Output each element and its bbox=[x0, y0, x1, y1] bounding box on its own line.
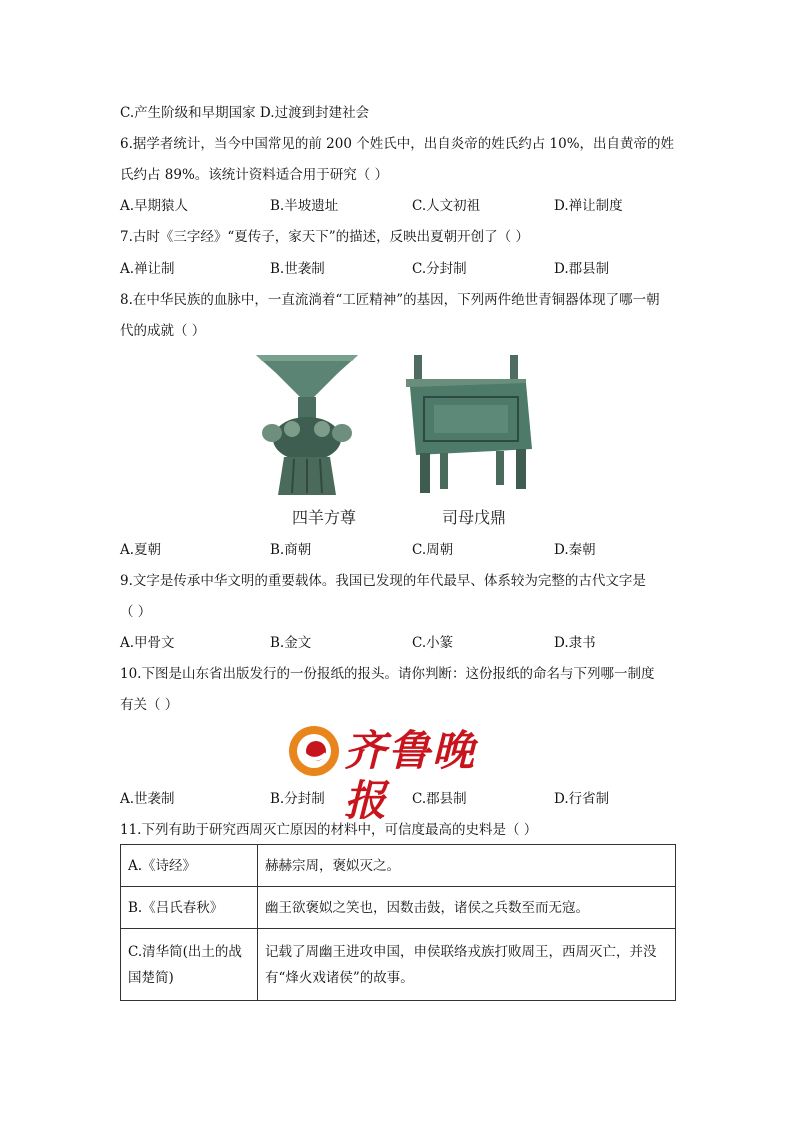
simuwu-ding-label: 司母戊鼎 bbox=[442, 508, 507, 527]
q10-option-c: C.郡县制 bbox=[412, 791, 467, 807]
q6-options bbox=[120, 197, 680, 215]
q7-option-c: C.分封制 bbox=[412, 261, 467, 277]
q9-option-d: D.隶书 bbox=[554, 635, 596, 651]
table-cell-content bbox=[258, 929, 676, 1001]
table-row bbox=[121, 845, 676, 887]
table-cell-content-line2: 有“烽火戏诸侯”的故事。 bbox=[265, 969, 414, 986]
q6-option-c: C.人文初祖 bbox=[412, 198, 481, 214]
four-goat-zun-image bbox=[256, 355, 358, 495]
q9-option-c: C.小篆 bbox=[412, 635, 454, 651]
q7-option-b: B.世袭制 bbox=[270, 261, 325, 277]
q9-stem-line1: 9.文字是传承中华文明的重要载体。我国已发现的年代最早、体系较为完整的古代文字是 bbox=[120, 573, 646, 589]
q7-options bbox=[120, 260, 680, 278]
q8-option-c: C.周朝 bbox=[412, 542, 454, 558]
q6-stem-line2: 氏约占 89%。该统计资料适合用于研究（ ） bbox=[120, 167, 389, 183]
table-cell-source bbox=[121, 929, 258, 1001]
table-cell-source: A.《诗经》 bbox=[121, 845, 258, 887]
table-row bbox=[121, 887, 676, 929]
q10-option-d: D.行省制 bbox=[554, 791, 610, 807]
q7-option-d: D.郡县制 bbox=[554, 261, 610, 277]
four-goat-zun-label: 四羊方尊 bbox=[292, 508, 357, 527]
q8-stem-line2: 代的成就（ ） bbox=[120, 323, 206, 339]
bronze-vessels-image bbox=[254, 353, 546, 503]
table-cell-content: 赫赫宗周，褒姒灭之。 bbox=[258, 845, 676, 887]
q6-stem-line1: 6.据学者统计，当今中国常见的前 200 个姓氏中，出自炎帝的姓氏约占 10%，出自黄帝的姓 bbox=[120, 136, 675, 152]
q8-stem-line1: 8.在中华民族的血脉中，一直流淌着“工匠精神”的基因，下列两件绝世青铜器体现了哪一朝 bbox=[120, 292, 660, 308]
table-cell-content: 幽王欲褒姒之笑也，因数击鼓，诸侯之兵数至而无寇。 bbox=[258, 887, 676, 929]
q8-option-d: D.秦朝 bbox=[554, 542, 596, 558]
q9-option-a: A.甲骨文 bbox=[120, 635, 175, 651]
newspaper-logo-icon bbox=[286, 724, 342, 778]
table-cell-source-line1: C.清华简(出土的战 bbox=[128, 943, 242, 960]
q6-option-d: D.禅让制度 bbox=[554, 198, 623, 214]
newspaper-title: 齐鲁晚报 bbox=[344, 726, 477, 825]
q7-stem: 7.古时《三字经》“夏传子，家天下”的描述，反映出夏朝开创了（ ） bbox=[120, 229, 529, 245]
simuwu-ding-image bbox=[406, 355, 532, 493]
q10-option-b: B.分封制 bbox=[270, 791, 325, 807]
q9-options bbox=[120, 634, 680, 652]
q8-option-a: A.夏朝 bbox=[120, 542, 162, 558]
q8-options bbox=[120, 541, 680, 559]
q11-source-table bbox=[120, 844, 676, 1001]
q8-option-b: B.商朝 bbox=[270, 542, 312, 558]
q6-option-b: B.半坡遗址 bbox=[270, 198, 339, 214]
table-cell-content-line1: 记载了周幽王进攻申国，申侯联络戎族打败周王，西周灭亡，并没 bbox=[265, 943, 657, 960]
q10-stem-line2: 有关（ ） bbox=[120, 697, 179, 713]
q10-option-a: A.世袭制 bbox=[120, 791, 175, 807]
q9-option-b: B.金文 bbox=[270, 635, 312, 651]
q10-stem-line1: 10.下图是山东省出版发行的一份报纸的报头。请你判断：这份报纸的命名与下列哪一制度 bbox=[120, 666, 655, 682]
q6-option-a: A.早期猿人 bbox=[120, 198, 189, 214]
table-cell-source: B.《吕氏春秋》 bbox=[121, 887, 258, 929]
q11-stem: 11.下列有助于研究西周灭亡原因的材料中，可信度最高的史料是（ ） bbox=[120, 822, 538, 838]
bronze-vessels-figure bbox=[254, 353, 546, 533]
q7-option-a: A.禅让制 bbox=[120, 261, 175, 277]
q10-options bbox=[120, 790, 680, 808]
q5-options-cd: C.产生阶级和早期国家 D.过渡到封建社会 bbox=[120, 105, 370, 121]
table-row bbox=[121, 929, 676, 1001]
table-cell-source-line2: 国楚简) bbox=[128, 969, 174, 986]
q9-stem-line2: （ ） bbox=[120, 604, 152, 620]
